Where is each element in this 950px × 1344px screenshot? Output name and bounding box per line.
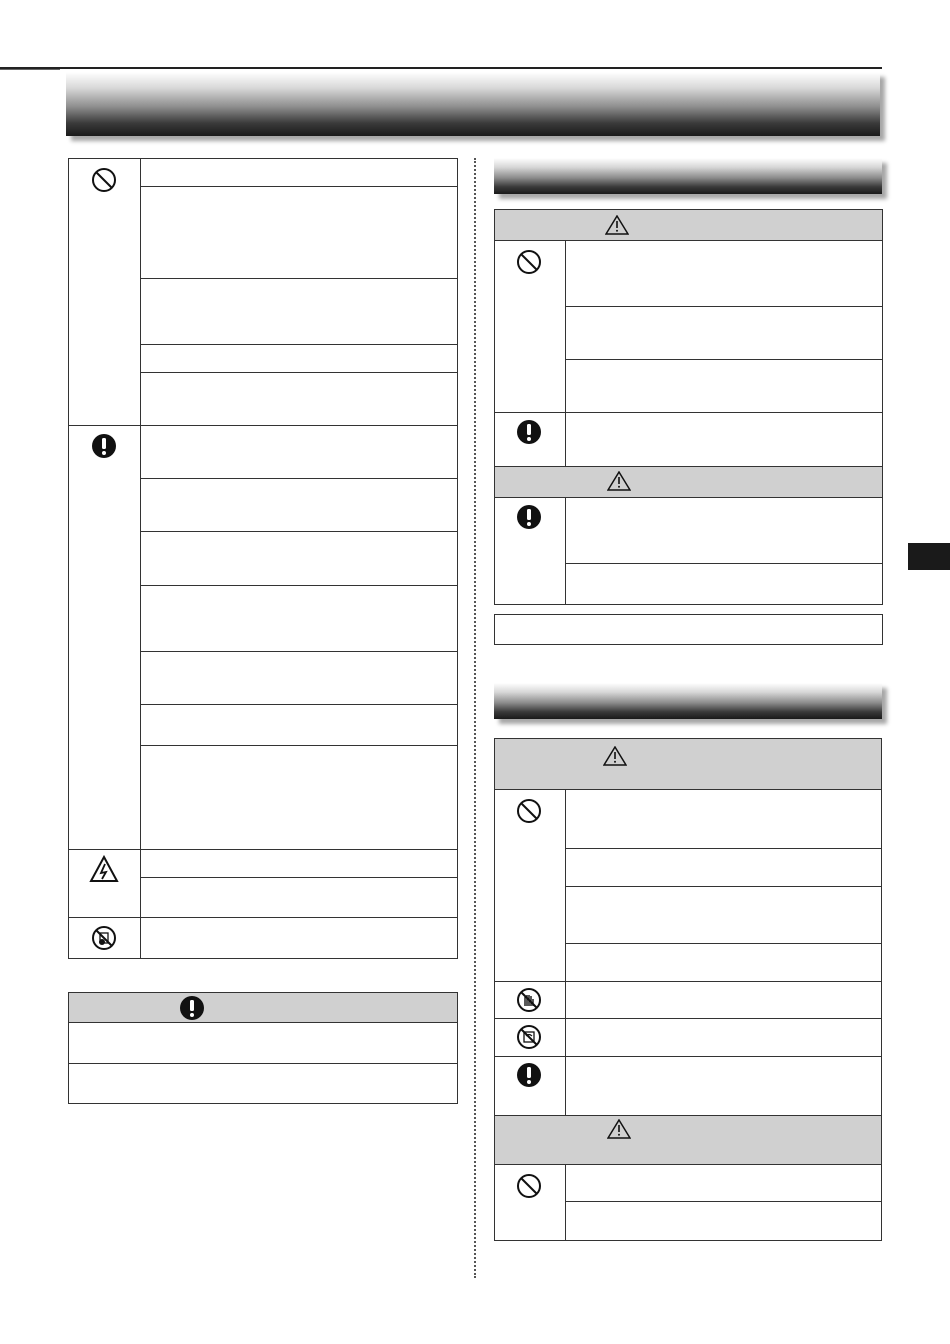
prohibition-icon: [91, 167, 117, 193]
table-row-rule: [565, 563, 883, 564]
prohibition-icon: [516, 798, 542, 824]
right-bottom-caution-table: [494, 1164, 882, 1241]
table-row-rule: [140, 186, 458, 187]
warning-triangle-icon: [605, 215, 629, 235]
mandatory-header-bar: [68, 992, 458, 1023]
caution-header-bar: [494, 1115, 882, 1165]
prohibition-icon: [516, 249, 542, 275]
table-row-rule: [565, 306, 883, 307]
table-row-rule: [565, 886, 882, 887]
table-row-rule: [140, 585, 458, 586]
table-column-rule: [565, 240, 566, 467]
exclamation-icon: [516, 504, 542, 530]
table-row-rule: [565, 848, 882, 849]
warning-header-bar: [494, 738, 882, 790]
table-row-rule: [140, 745, 458, 746]
table-row-rule: [140, 531, 458, 532]
exclamation-icon: [91, 433, 117, 459]
exclamation-icon: [179, 995, 205, 1021]
caution-header-bar: [494, 466, 883, 498]
no-water-icon: [91, 925, 117, 951]
table-row-rule: [140, 651, 458, 652]
warning-header-bar: [494, 209, 883, 241]
table-group-rule: [494, 1018, 882, 1019]
warning-triangle-icon: [607, 471, 631, 491]
table-row-rule: [68, 1063, 458, 1064]
electric-shock-icon: [89, 855, 119, 883]
no-wet-hands-icon: [516, 987, 542, 1013]
exclamation-icon: [516, 1062, 542, 1088]
exclamation-icon: [516, 419, 542, 445]
column-divider: [474, 158, 476, 1278]
right-warning-table: [494, 240, 883, 467]
table-row-rule: [140, 372, 458, 373]
section-banner-right-bottom: [494, 683, 882, 719]
warning-triangle-icon: [607, 1119, 631, 1139]
table-row-rule: [140, 478, 458, 479]
prohibition-icon: [516, 1173, 542, 1199]
section-banner-right-top: [494, 158, 882, 194]
header-rule-thin: [0, 69, 60, 70]
right-bottom-warning-table: [494, 789, 882, 1116]
table-row-rule: [140, 344, 458, 345]
table-column-rule: [565, 497, 566, 605]
right-note-box: [494, 614, 883, 645]
table-row-rule: [565, 359, 883, 360]
table-row-rule: [565, 1201, 882, 1202]
table-group-rule: [494, 412, 883, 413]
table-row-rule: [140, 877, 458, 878]
warning-triangle-icon: [603, 746, 627, 766]
table-group-rule: [494, 1056, 882, 1057]
table-row-rule: [565, 943, 882, 944]
table-group-rule: [68, 425, 458, 426]
table-row-rule: [140, 704, 458, 705]
right-caution-table: [494, 497, 883, 605]
table-group-rule: [68, 917, 458, 918]
side-tab: [908, 543, 950, 570]
header-rule: [0, 67, 882, 69]
table-column-rule: [565, 1164, 566, 1241]
table-group-rule: [68, 849, 458, 850]
table-group-rule: [494, 981, 882, 982]
table-column-rule: [565, 789, 566, 1116]
table-row-rule: [140, 278, 458, 279]
page-title-banner: [66, 72, 880, 136]
no-splash-icon: [516, 1024, 542, 1050]
